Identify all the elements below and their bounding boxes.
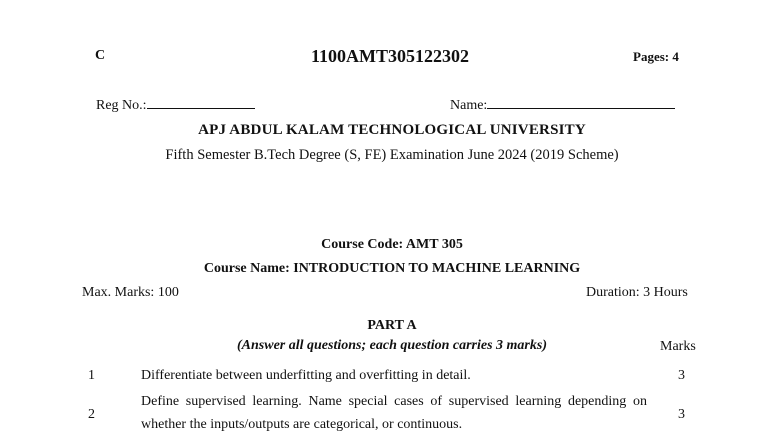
question-number: 1	[88, 368, 95, 383]
course-name: Course Name: INTRODUCTION TO MACHINE LEARNING	[203, 261, 581, 276]
exam-title: Fifth Semester B.Tech Degree (S, FE) Examination June 2024 (2019 Scheme)	[165, 147, 619, 163]
max-marks: Max. Marks: 100	[82, 285, 179, 300]
reg-no-label: Reg No.:	[96, 98, 147, 113]
university-name: APJ ABDUL KALAM TECHNOLOGICAL UNIVERSITY	[198, 122, 586, 138]
question-marks: 3	[678, 407, 685, 422]
name-label: Name:	[450, 98, 488, 113]
part-a-title: PART A	[367, 318, 417, 333]
duration: Duration: 3 Hours	[586, 285, 688, 300]
paper-code: 1100AMT305122302	[311, 46, 470, 66]
question-marks: 3	[678, 368, 685, 383]
marks-header: Marks	[660, 339, 696, 354]
name-field	[450, 98, 675, 114]
question-text: Define supervised learning. Name special cases of supervised learning depending on whether the inputs/outputs are categorical, or continuous.	[141, 394, 647, 432]
question-text: Differentiate between underfitting and overfitting in detail.	[141, 368, 471, 383]
name-blank	[487, 108, 675, 109]
reg-no-field	[96, 98, 255, 114]
part-a-instruction: (Answer all questions; each question carries 3 marks)	[237, 338, 547, 353]
course-code: Course Code: AMT 305	[321, 237, 463, 252]
page-count: Pages: 4	[633, 49, 679, 64]
set-code: C	[95, 48, 106, 63]
reg-no-blank	[147, 108, 255, 109]
question-number: 2	[88, 407, 95, 422]
